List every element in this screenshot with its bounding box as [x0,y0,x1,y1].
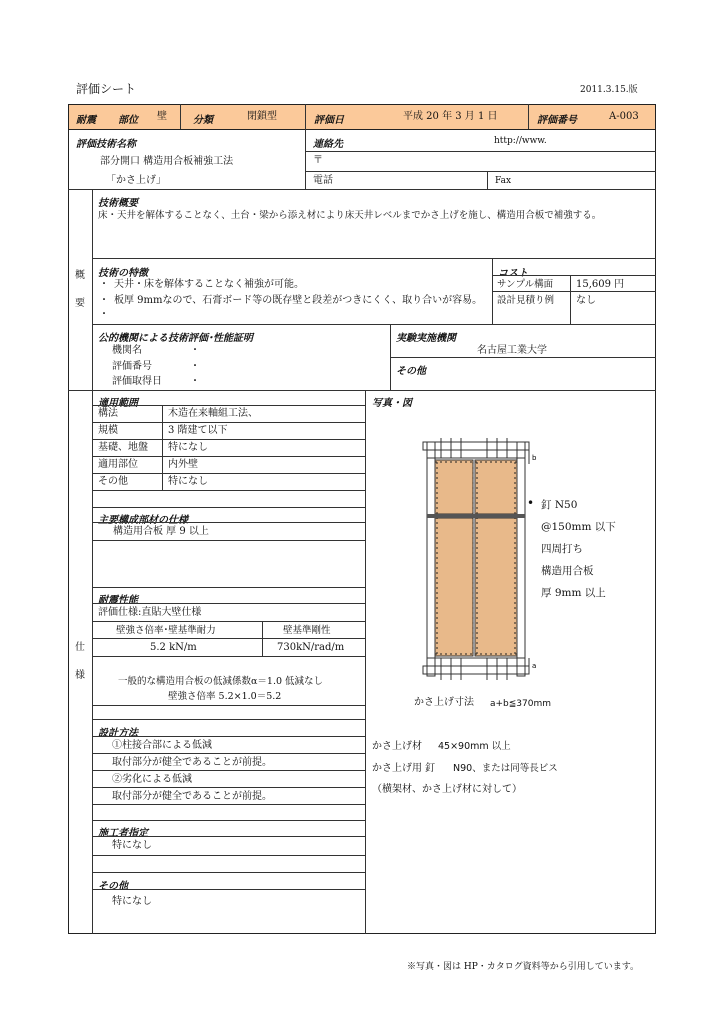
lab-label: 実験実施機関 [396,333,456,344]
feature-bullet-2: ・ [99,295,109,306]
contact-fax-label: Fax [495,176,512,186]
scope-row4-label: 適用部位 [98,459,138,470]
scope-label: 適用範囲 [98,398,138,409]
seismic-val1: 5.2 kN/m [150,642,197,653]
lab-value: 名古屋工業大学 [477,345,547,356]
overview-label: 技術概要 [98,198,138,209]
cost-example-label: 設計見積り例 [497,295,555,306]
number-label: 評価番号 [537,115,577,126]
design-line3: ②劣化による低減 [112,774,192,785]
overview-text: 床・天井を解体することなく、土台・梁から添え材により床天井レベルまでかさ上げを施し、構造用合板で補強する。 [98,210,602,221]
materials-text: 構造用合板 厚 9 以上 [113,526,209,537]
scope-row3-value: 特になし [168,442,208,453]
legend-line5: 厚 9mm 以上 [541,587,606,599]
page-title: 評価シート [76,82,137,96]
scope-row1-label: 構法 [98,408,118,419]
feature-bullet-3: ・ [99,309,109,320]
legend-line2: @150mm 以下 [541,521,616,533]
public-eval-label: 公的機関による技術評価･性能証明 [98,333,253,344]
installer-text: 特になし [112,840,152,851]
tech-name-line1: 部分開口 構造用合板補強工法 [100,156,234,167]
other-text: 特になし [112,896,152,907]
scope-row5-label: その他 [98,476,128,487]
wall-reinforcement-diagram [405,436,545,682]
material1-label: かさ上げ材 [372,741,422,752]
date-label: 評価日 [314,115,344,126]
plywood-board-top-right [475,460,517,514]
overview-side-2: 要 [75,298,85,309]
category-label: 耐震 [76,115,96,126]
material2-label: かさ上げ用 釘 [372,763,436,774]
feature-bullet-1: ・ [99,279,109,290]
cost-label: コスト [498,268,528,279]
seismic-label: 耐震性能 [98,595,138,606]
other-label: その他 [98,881,128,892]
seismic-note2: 壁強さ倍率 5.2×1.0＝5.2 [168,691,282,702]
spec-side-2: 様 [75,670,85,681]
legend-bullet: • [527,496,535,510]
cost-example-value: なし [576,295,596,306]
class-label: 分類 [193,115,213,126]
seismic-spec: 評価仕様:直貼大壁仕様 [98,607,202,618]
installer-label: 施工者指定 [98,828,148,839]
features-label: 技術の特徴 [98,268,148,279]
class-value: 閉鎖型 [247,111,277,122]
contact-url: http://www. [494,136,547,146]
legend-line1: 釘 N50 [541,499,578,511]
part-label: 部位 [118,115,138,126]
dimension-tag-b: b [532,454,537,462]
public-eval-row1-value: ・ [190,345,200,356]
feature-item-1: 天井・床を解体することなく補強が可能。 [114,279,304,290]
public-eval-row3-label: 評価取得日 [112,376,162,387]
overview-side-1: 概 [75,270,85,281]
cost-sample-value: 15,609 円 [576,279,625,290]
scope-row5-value: 特になし [168,476,208,487]
plywood-board-top-left [435,460,473,514]
cost-sample-label: サンプル構面 [497,279,554,290]
seismic-note1: 一般的な構造用合板の低減係数α＝1.0 低減なし [118,676,324,687]
seismic-col1: 壁強さ倍率･壁基準耐力 [116,625,216,636]
tech-name-line2: 「かさ上げ」 [106,175,166,186]
caption-label: かさ上げ寸法 [414,697,474,708]
design-label: 設計方法 [98,728,138,739]
material1-value: 45×90mm 以上 [438,741,511,752]
spec-side-1: 仕 [75,642,85,653]
legend-line4: 構造用合板 [541,565,594,577]
public-eval-row3-value: ・ [190,376,200,387]
footer-note: ※写真・図は HP・カタログ資料等から引用しています。 [407,962,640,972]
plywood-board-bottom-left [435,518,473,656]
contact-tel-label: 電話 [313,175,333,186]
contact-postal: 〒 [313,155,323,166]
design-line2: 取付部分が健全であることが前提。 [112,757,272,768]
photo-label: 写真・図 [372,398,412,409]
part-value: 壁 [157,111,167,122]
public-eval-row2-label: 評価番号 [112,361,152,372]
seismic-val2: 730kN/rad/m [277,642,345,653]
design-line4: 取付部分が健全であることが前提。 [112,791,272,802]
design-line1: ①柱接合部による低減 [112,740,212,751]
lab-other-label: その他 [396,366,426,377]
date-value: 平成 20 年 3 月 1 日 [403,111,498,122]
caption-value: a+b≦370mm [490,699,552,709]
scope-row3-label: 基礎、地盤 [98,442,148,453]
legend-line3: 四周打ち [541,543,583,555]
dimension-tag-a: a [532,662,537,670]
version-label: 2011.3.15.版 [580,85,638,95]
scope-row2-value: 3 階建て以下 [168,425,228,436]
plywood-board-bottom-right [475,518,517,656]
public-eval-row2-value: ・ [190,361,200,372]
material2-value: N90、または同等長ビス [453,763,558,774]
number-value: A-003 [609,111,639,122]
contact-label: 連絡先 [313,139,343,150]
feature-item-2: 板厚 9mmなので、石膏ボード等の既存壁と段差がつきにくく、取り合いが容易。 [114,295,483,306]
tech-name-label: 評価技術名称 [76,139,136,150]
scope-row2-label: 規模 [98,425,118,436]
scope-row1-value: 木造在来軸組工法、 [168,408,258,419]
seismic-col2: 壁基準剛性 [283,625,331,636]
scope-row4-value: 内外壁 [168,459,198,470]
material3-note: （横架材、かさ上げ材に対して） [372,784,522,795]
public-eval-row1-label: 機関名 [112,345,142,356]
materials-label: 主要構成部材の仕様 [98,515,188,526]
